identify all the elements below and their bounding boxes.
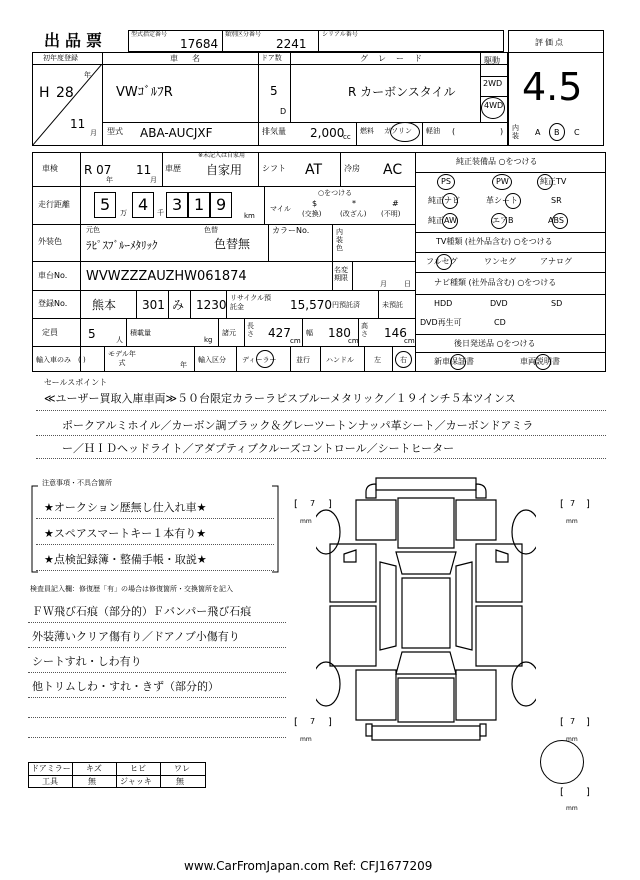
inspector-line-4: 他トリムしわ・すれ・きず（部分的） <box>32 680 219 693</box>
doors-label: ドア数 <box>261 54 282 62</box>
color-code-label: カラーNo. <box>272 226 310 235</box>
use-note: ※未記入は自家用 <box>198 152 246 159</box>
shift-label: シフト <box>262 164 286 173</box>
height-value: 146 <box>384 326 407 340</box>
width-value: 180 <box>328 326 351 340</box>
swap-label: (交換) <box>302 210 322 218</box>
vin-label: 車台No. <box>38 271 68 280</box>
equip-table-tools-val: 無 <box>88 777 96 786</box>
length-value: 427 <box>268 326 291 340</box>
reg-class: 301 <box>142 298 165 312</box>
type-label: 型式 <box>107 127 123 136</box>
recycle-unpaid: 未預託 <box>382 301 403 309</box>
notes-line-3: ★点検記録簿・整備手帳・取説★ <box>44 553 207 566</box>
tire-fl-bracket-r: ] <box>328 499 332 510</box>
name-change-month: 月 <box>380 280 387 288</box>
model-year-unit: 年 <box>180 361 187 369</box>
later-title: 後日発送品 ○をつける <box>454 339 536 348</box>
swap-mark: $ <box>312 199 318 208</box>
model-cert-no: 17684 <box>180 37 219 51</box>
tire-rl-bracket-l: [ <box>294 717 298 728</box>
fuel-circle <box>390 122 420 142</box>
drive-4wd: 4WD <box>484 101 504 110</box>
car-name: VWｺﾞﾙﾌR <box>116 85 173 100</box>
class-no: 2241 <box>276 37 307 51</box>
car-name-label: 車名 <box>170 54 214 63</box>
model-year-label: モデル年式 <box>108 350 136 367</box>
mileage-digit-3: 3 <box>172 195 183 214</box>
recycle-value: 15,570 <box>290 298 332 312</box>
shaken-month-unit: 月 <box>150 176 157 184</box>
sheet-title: 出品票 <box>44 31 108 50</box>
equip-leather: 革シート <box>486 196 518 205</box>
tire-spare-unit: mm <box>566 805 578 812</box>
later-manual: 車両説明書 <box>520 357 560 366</box>
light-oil-label: 軽油 <box>426 127 440 135</box>
type-value: ABA-AUCJXF <box>140 126 213 140</box>
reg-kana: み <box>172 298 185 312</box>
equip-title: 純正装備品 ○をつける <box>456 157 538 166</box>
navi-sd: SD <box>551 299 563 308</box>
sales-line-1: ≪ユーザー買取入庫車両≫５０台限定カラーラピスブルーメタリック／１９インチ５本ツインス <box>44 392 516 405</box>
score-label: 評価点 <box>535 38 565 47</box>
use-label: 車歴 <box>165 164 181 173</box>
handle-right: 右 <box>400 356 407 364</box>
tire-fr-bracket-r: ] <box>586 499 590 510</box>
reg-no: 1230 <box>196 298 227 312</box>
load-label: 積載量 <box>130 329 151 337</box>
mileage-digit-5: 9 <box>216 195 227 214</box>
height-unit: cm <box>404 337 415 345</box>
color-label: 外装色 <box>38 237 62 246</box>
equip-table-jack: ジャッキ <box>120 777 152 786</box>
doors-value: 5 <box>270 84 278 98</box>
import-paren: ( ) <box>78 356 86 364</box>
displacement-label: 排気量 <box>262 127 286 136</box>
orig-color-label: 元色 <box>86 226 100 234</box>
tv-oneseg: ワンセグ <box>484 257 516 266</box>
equip-ps: PS <box>441 177 451 186</box>
shaken-label: 車検 <box>42 164 58 173</box>
name-change-label: 名変期限 <box>334 266 348 282</box>
reg-label: 登録No. <box>38 299 68 308</box>
navi-dvd: DVD <box>490 299 508 308</box>
tire-rr-value: 7 <box>570 717 576 726</box>
tire-rl-value: 7 <box>310 717 316 726</box>
import-label: 輸入車のみ <box>36 356 71 364</box>
interior-color-label: 内装色 <box>336 228 343 252</box>
width-unit: cm <box>348 337 359 345</box>
tamper-mark: * <box>352 199 356 208</box>
navi-dvd-play: DVD再生可 <box>420 318 462 327</box>
later-warranty: 新車保証書 <box>434 357 474 366</box>
paren-right: ) <box>500 127 504 136</box>
equip-airbag: エアB <box>492 216 514 225</box>
capacity-unit: 人 <box>116 336 123 344</box>
grade-label: グレード <box>360 54 432 63</box>
sales-label: セールスポイント <box>44 378 108 387</box>
inspector-line-1: ＦＷ飛び石痕（部分的）Ｆバンパー飛び石痕 <box>32 605 252 618</box>
drive-2wd: 2WD <box>483 79 503 88</box>
tv-title: TV種類 (社外品含む) ○をつける <box>436 237 553 246</box>
footer-watermark: www.CarFromJapan.com Ref: CFJ1677209 <box>184 859 433 873</box>
unknown-mark: # <box>392 199 399 208</box>
model-cert-label: 型式指定番号 <box>131 31 168 38</box>
inspector-line-3: シートすれ・しわ有り <box>32 655 142 668</box>
shaken-era: R 07 <box>84 163 112 177</box>
tire-fl-bracket-l: [ <box>294 499 298 510</box>
score-value: 4.5 <box>522 65 583 109</box>
tire-spare-bracket-r: ] <box>586 787 590 798</box>
class-label: 類別区分番号 <box>225 31 262 38</box>
notes-line-1: ★オークション歴無し仕入れ車★ <box>44 501 207 514</box>
paren-left: ( <box>452 127 456 136</box>
shaken-year-unit: 年 <box>106 176 113 184</box>
recycle-unit: 円預託済 <box>332 301 360 309</box>
unknown-label: (不明) <box>381 210 401 218</box>
mark-note: ○をつける <box>318 189 353 197</box>
car-damage-diagram <box>316 470 536 770</box>
mile-label: マイル <box>270 205 291 213</box>
equip-abs: ABS <box>548 216 564 225</box>
import-dealer: ディーラー <box>242 356 277 364</box>
interior-c: C <box>574 128 580 137</box>
capacity-label: 定員 <box>42 328 58 337</box>
width-label: 幅 <box>306 329 313 337</box>
cc-unit: cc <box>343 133 351 141</box>
shift-value: AT <box>305 162 323 178</box>
mileage-digit-2: 4 <box>138 195 149 214</box>
tire-fr-unit: mm <box>566 518 578 525</box>
tire-fr-bracket-l: [ <box>560 499 564 510</box>
orig-color-value: ﾗﾋﾟｽﾌﾞﾙｰﾒﾀﾘｯｸ <box>86 239 158 252</box>
sales-line-2: ポークアルミホイル／カーボン調ブラック＆グレーツートンナッパ革シート／カーボンドアミラ <box>62 419 534 432</box>
notes-line-2: ★スペアスマートキー１本有り★ <box>44 527 207 540</box>
drive-4wd-circle <box>481 97 505 119</box>
mileage-digit-4: 1 <box>194 195 205 214</box>
tv-fullseg: フルセグ <box>426 257 458 266</box>
equip-table-h2: キズ <box>86 764 102 773</box>
mileage-man: 万 <box>120 209 127 217</box>
first-reg-year: 28 <box>56 85 74 101</box>
tire-rr-unit: mm <box>566 736 578 743</box>
interior-a: A <box>535 128 541 137</box>
equip-table-h3: ヒビ <box>130 764 146 773</box>
serial-label: シリアル番号 <box>322 31 358 38</box>
year-unit: 年 <box>84 71 91 79</box>
handle-right-circle <box>395 351 412 368</box>
equip-table-h4: ワレ <box>174 764 190 773</box>
inspector-line-2: 外装薄いクリア傷有り／ドアノブ小傷有り <box>32 630 240 643</box>
month-unit: 月 <box>90 129 97 137</box>
inspector-label: 検査員記入欄：修復歴「有」の場合は修復箇所・交換箇所を記入 <box>30 585 233 593</box>
equip-table-h1: ドアミラー <box>31 764 71 773</box>
fuel-label: 燃料 <box>360 127 374 135</box>
tire-fr-value: 7 <box>570 499 576 508</box>
tv-analog: アナログ <box>540 257 572 266</box>
height-label: 高さ <box>361 322 368 338</box>
color-no-label: 色替 <box>204 226 218 234</box>
displacement-value: 2,000 <box>310 126 345 140</box>
length-unit: cm <box>290 337 301 345</box>
ac-label: 冷房 <box>344 164 360 173</box>
equip-table-tools: 工具 <box>42 777 58 786</box>
size-label: 諸元 <box>222 329 236 337</box>
drive-label: 駆動 <box>484 56 500 65</box>
navi-cd: CD <box>494 318 506 327</box>
equip-tv: 純正TV <box>540 177 567 186</box>
navi-hdd: HDD <box>434 299 453 308</box>
load-unit: kg <box>204 336 213 344</box>
length-label: 長さ <box>247 322 254 338</box>
tamper-label: (改ざん) <box>340 210 367 218</box>
capacity-value: 5 <box>88 327 96 341</box>
km-unit: km <box>244 212 255 220</box>
navi-title: ナビ種類 (社外品含む) ○をつける <box>434 278 557 287</box>
tire-fl-unit: mm <box>300 518 312 525</box>
first-reg-era: H <box>39 85 50 101</box>
handle-left: 左 <box>374 356 381 364</box>
name-change-day: 日 <box>404 280 411 288</box>
grade-value: R カーボンスタイル <box>348 85 456 99</box>
sales-line-3: ー／ＨＩＤヘッドライト／アダプティブクルーズコントロール／シートヒーター <box>62 442 455 455</box>
mileage-sen: 千 <box>157 209 164 217</box>
mileage-label: 走行距離 <box>38 200 70 209</box>
tire-rl-unit: mm <box>300 736 312 743</box>
interior-b: B <box>554 128 560 137</box>
equip-table-jack-val: 無 <box>176 777 184 786</box>
doors-sub: D <box>280 107 287 116</box>
vin-value: WVWZZZAUZHW061874 <box>86 269 247 284</box>
reg-place: 熊本 <box>92 298 117 312</box>
import-parallel: 並行 <box>296 356 310 364</box>
shaken-month: 11 <box>136 163 152 177</box>
handle-label: ハンドル <box>326 356 354 364</box>
spare-tire-icon <box>540 740 584 784</box>
equip-navi: 純正ナビ <box>428 196 460 205</box>
tire-rr-bracket-l: [ <box>560 717 564 728</box>
equip-pw: PW <box>496 177 509 186</box>
recycle-label: リサイクル預託金 <box>230 294 272 311</box>
ac-value: AC <box>383 162 403 178</box>
mileage-digit-1: 5 <box>100 195 111 214</box>
notes-label: 注意事項・不具合箇所 <box>42 479 112 487</box>
first-reg-label: 初年度登録 <box>43 54 78 62</box>
equip-sr: SR <box>551 196 562 205</box>
first-reg-month: 11 <box>70 117 86 131</box>
use-value: 自家用 <box>206 163 243 177</box>
tire-fl-value: 7 <box>310 499 316 508</box>
color-change-value: 色替無 <box>214 237 251 251</box>
interior-label: 内装 <box>512 124 519 140</box>
interior-b-circle <box>549 123 565 141</box>
import-div-label: 輸入区分 <box>198 356 226 364</box>
equip-aw: 純正AW <box>428 216 457 225</box>
tire-rr-bracket-r: ] <box>586 717 590 728</box>
fuel-value: ガソリン <box>384 127 412 135</box>
tire-rl-bracket-r: ] <box>328 717 332 728</box>
tire-spare-bracket-l: [ <box>560 787 564 798</box>
dealer-circle <box>256 350 274 368</box>
